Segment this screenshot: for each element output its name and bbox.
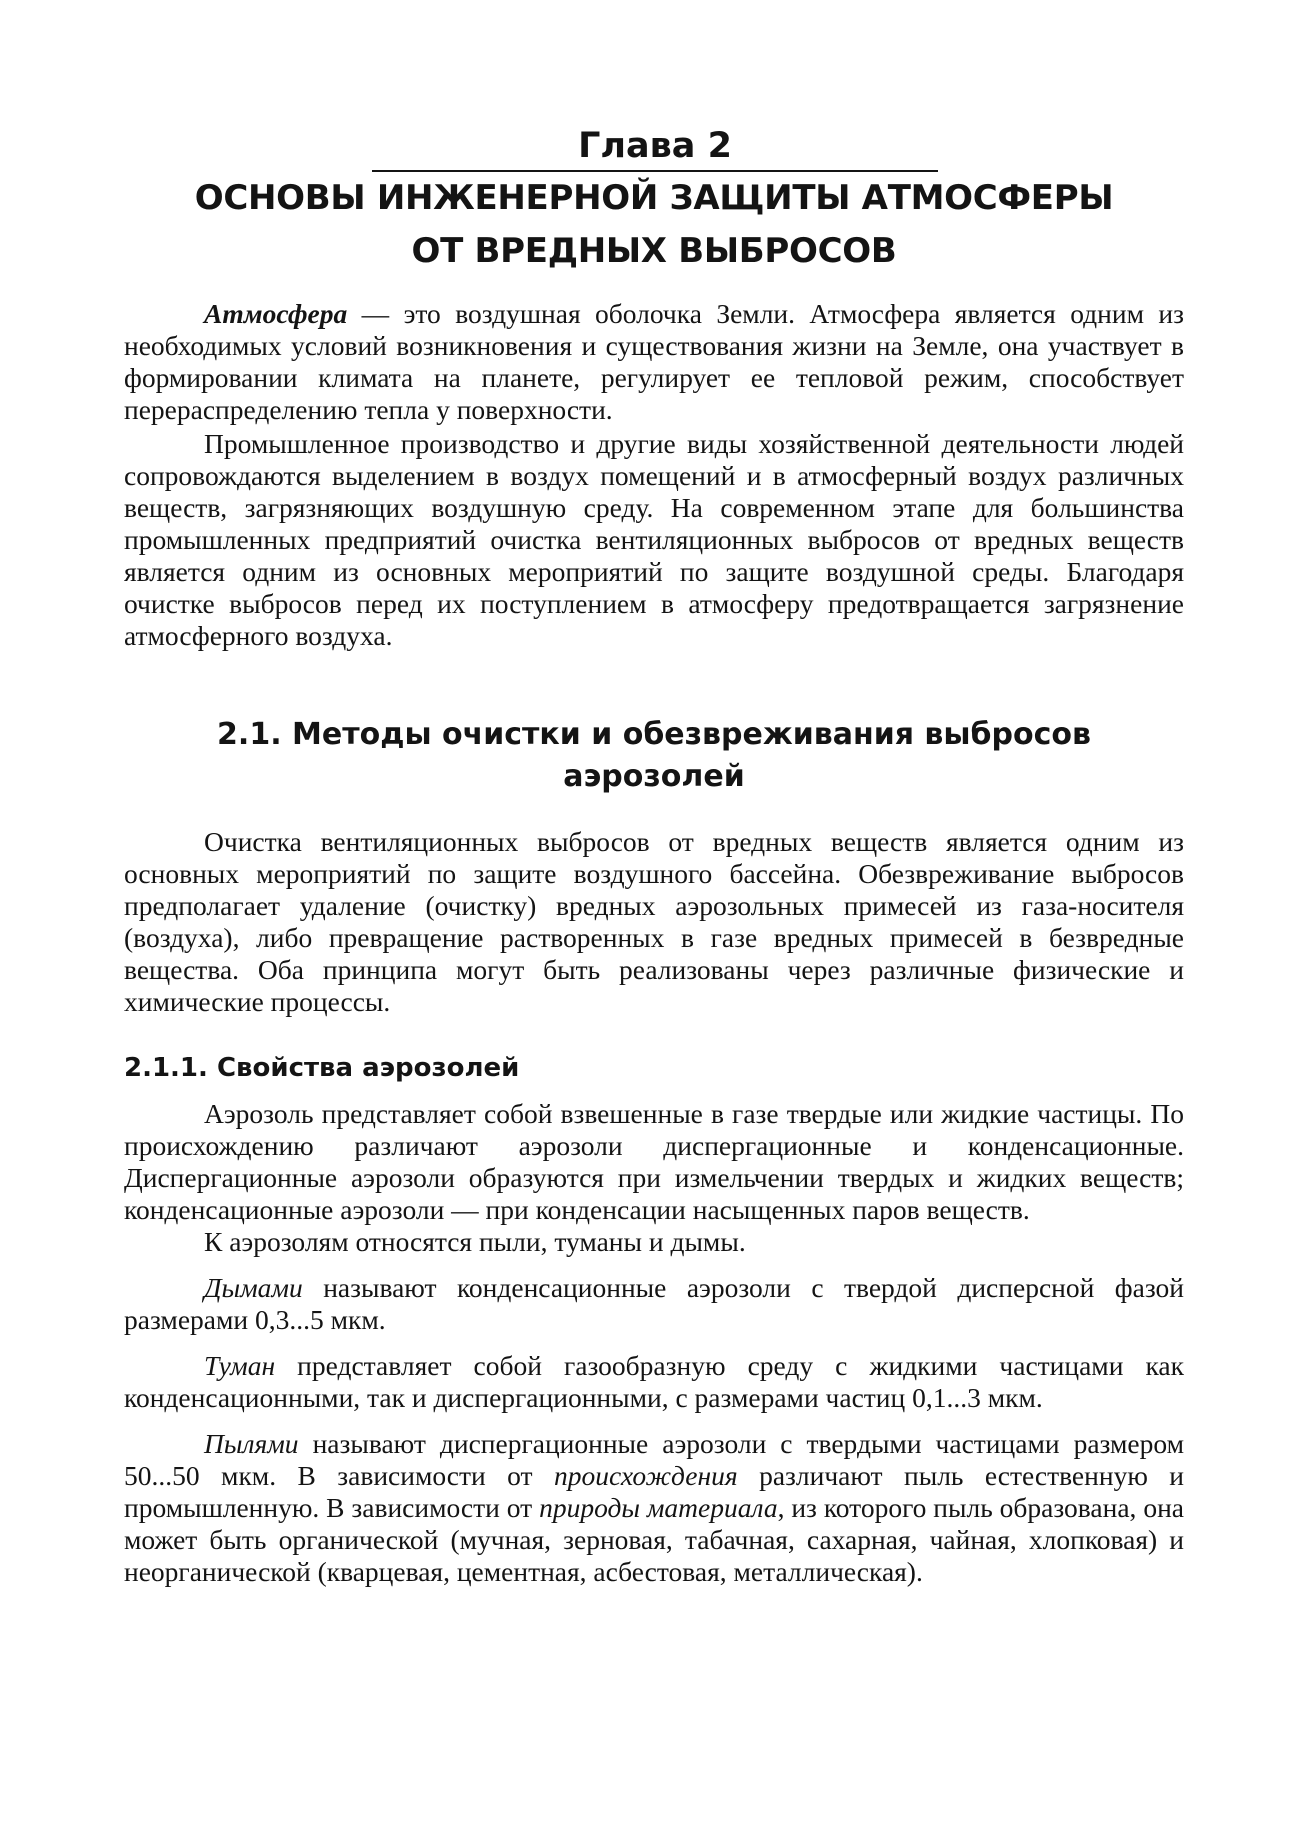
subsection-paragraph-5-text-c: , из которого пыль образована, она может быть органической (мучная, зерновая, табачная, сахарная, чайная, хлопковая) и неорганической (кварцевая, цементная, асбестовая, металлическая). — [124, 1492, 1184, 1587]
intro-paragraph-1-text: — это воздушная оболочка Земли. Атмосфера является одним из необходимых условий возникновения и существования жизни на Земле, она участвует в формировании климата на планете, регулирует ее тепловой режим, способствует перераспределению тепла у поверхности. — [124, 298, 1184, 425]
section-title — [124, 714, 1184, 798]
intro-text — [124, 298, 1184, 654]
subsection-paragraph-5-text-b: различают пыль естественную и промышленную. В зависимости от — [124, 1460, 1185, 1523]
subsection-paragraph-3 — [124, 1272, 1184, 1336]
subsection-paragraph-1: Аэрозоль представляет собой взвешенные в газе твердые или жидкие частицы. По происхождению различают аэрозоли диспергационные и конденсационные. Диспергационные аэрозоли образуются при измельчении твердых и жидких веществ; конденсационные аэрозоли — при конденсации насыщенных паров веществ. — [124, 1098, 1184, 1225]
section-paragraph-1: Очистка вентиляционных выбросов от вредных веществ является одним из основных мероприятий по защите воздушного бассейна. Обезвреживание выбросов предполагает удаление (очистку) вредных аэрозольных примесей из газа-носителя (воздуха), либо превращение растворенных в газе вредных примесей в безвредные вещества. Оба принципа могут быть реализованы через различные физические и химические процессы. — [124, 826, 1184, 1017]
subsection-paragraph-4 — [124, 1350, 1184, 1414]
subsection-body — [124, 1098, 1184, 1588]
intro-paragraph-1 — [124, 298, 1184, 426]
subsection-paragraph-2: К аэрозолям относятся пыли, туманы и дымы. — [204, 1226, 746, 1257]
chapter-title-line-2: ОТ ВРЕДНЫХ ВЫБРОСОВ — [411, 231, 897, 271]
term-smoke: Дымами — [204, 1272, 303, 1303]
term-fog: Туман — [204, 1350, 276, 1381]
intro-paragraph-2: Промышленное производство и другие виды хозяйственной деятельности людей сопровождаются выделением в воздух помещений и в атмосферный воздух различных веществ, загрязняющих воздушную среду. На современном этапе для большинства промышленных предприятий очистка вентиляционных выбросов от вредных веществ является одним из основных мероприятий по защите воздушной среды. Благодаря очистке выбросов перед их поступлением в атмосферу предотвращается загрязнение атмосферного воздуха. — [124, 428, 1184, 651]
subsection-paragraph-5 — [124, 1428, 1184, 1588]
section-title-line-2: аэрозолей — [563, 759, 745, 794]
chapter-title — [124, 172, 1184, 278]
term-material-nature: природы материала — [539, 1492, 778, 1523]
subsection-paragraph-4-text: представляет собой газообразную среду с жидкими частицами как конденсационными, так и диспергационными, с размерами частиц 0,1...3 мкм. — [124, 1350, 1184, 1413]
section-body — [124, 826, 1184, 1018]
subsection-paragraph-3-text: называют конденсационные аэрозоли с твердой дисперсной фазой размерами 0,3...5 мкм. — [124, 1272, 1184, 1335]
subsection-paragraph-5-text-a: называют диспергационные аэрозоли с твердыми частицами размером 50...50 мкм. В зависимости от — [124, 1428, 1184, 1491]
chapter-title-line-1: ОСНОВЫ ИНЖЕНЕРНОЙ ЗАЩИТЫ АТМОСФЕРЫ — [194, 178, 1114, 218]
term-dust: Пылями — [204, 1428, 299, 1459]
subsection-title: 2.1.1. Свойства аэрозолей — [124, 1053, 520, 1083]
term-atmosphere: Атмосфера — [204, 298, 348, 329]
section-title-line-1: 2.1. Методы очистки и обезвреживания выбросов — [217, 717, 1091, 752]
term-origin: происхождения — [554, 1460, 738, 1491]
chapter-label: Глава 2 — [372, 124, 938, 172]
